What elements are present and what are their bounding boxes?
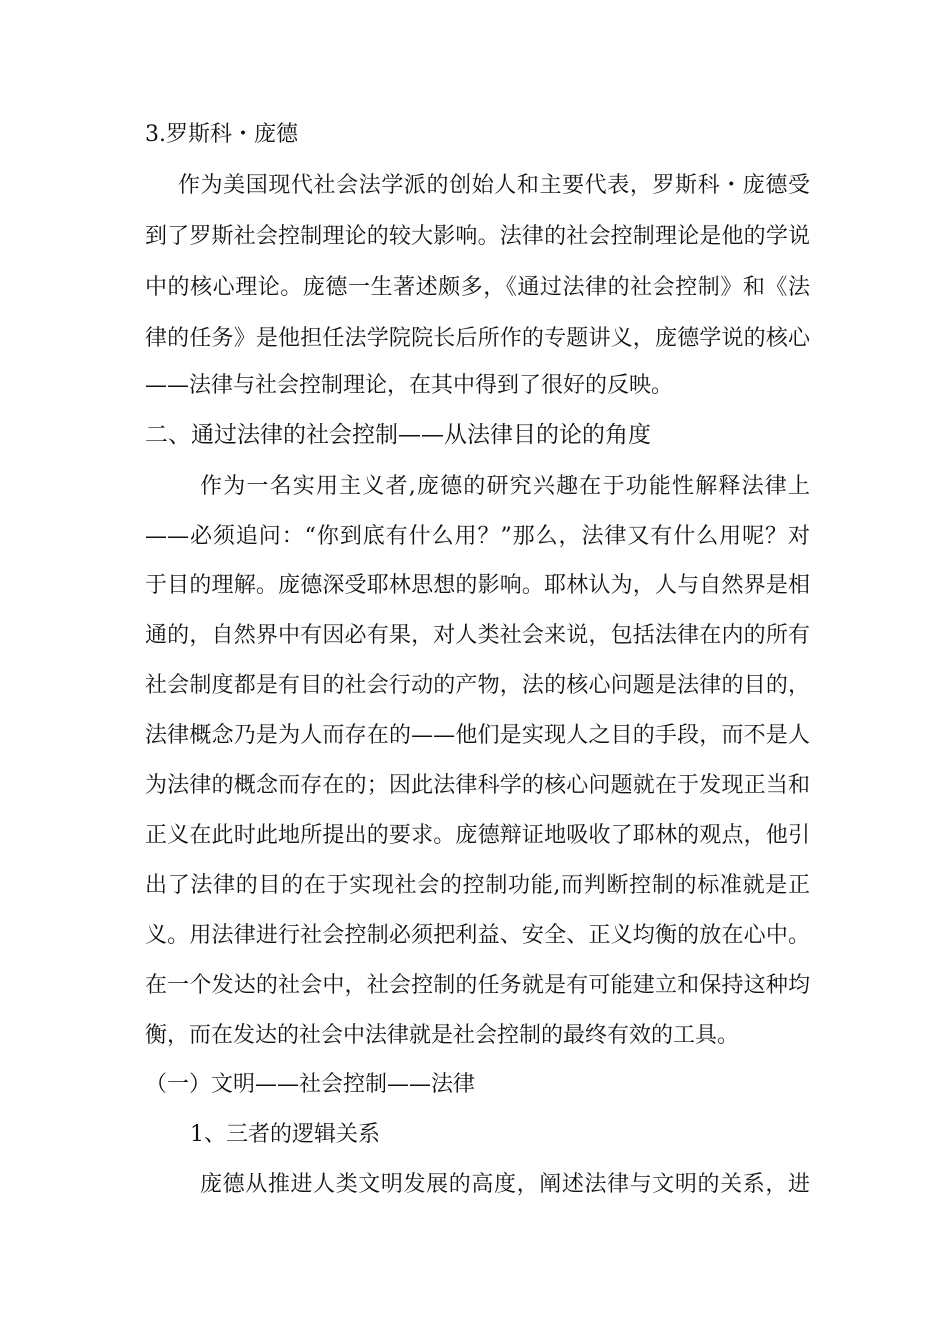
paragraph-line: ——必须追问：“你到底有什么用？”那么，法律又有什么用呢？对 bbox=[145, 524, 810, 549]
paragraph-line: 作为一名实用主义者,庞德的研究兴趣在于功能性解释法律上 bbox=[200, 474, 810, 499]
paragraph-line: 庞德从推进人类文明发展的高度，阐述法律与文明的关系，进 bbox=[200, 1172, 810, 1197]
paragraph-line: 作为美国现代社会法学派的创始人和主要代表，罗斯科・庞德受 bbox=[178, 173, 810, 198]
paragraph-line: 社会制度都是有目的社会行动的产物，法的核心问题是法律的目的， bbox=[145, 673, 810, 698]
chapter-heading: 二、通过法律的社会控制——从法律目的论的角度 bbox=[145, 422, 651, 448]
subsection-heading: （一）文明——社会控制——法律 bbox=[145, 1072, 476, 1097]
paragraph-line: 正义在此时此地所提出的要求。庞德辩证地吸收了耶林的观点，他引 bbox=[145, 823, 810, 848]
paragraph-line: 中的核心理论。庞德一生著述颇多，《通过法律的社会控制》和《法 bbox=[145, 275, 810, 300]
paragraph-line: ——法律与社会控制理论，在其中得到了很好的反映。 bbox=[145, 373, 674, 398]
paragraph-line: 通的，自然界中有因必有果，对人类社会来说，包括法律在内的所有 bbox=[145, 623, 810, 648]
paragraph-line: 法律概念乃是为人而存在的——他们是实现人之目的手段，而不是人 bbox=[145, 723, 810, 748]
paragraph-line: 义。用法律进行社会控制必须把利益、安全、正义均衡的放在心中。 bbox=[145, 923, 810, 948]
subsubsection-heading: 1、三者的逻辑关系 bbox=[190, 1122, 380, 1147]
paragraph-line: 出了法律的目的在于实现社会的控制功能,而判断控制的标准就是正 bbox=[145, 873, 810, 898]
paragraph-line: 在一个发达的社会中，社会控制的任务就是有可能建立和保持这种均 bbox=[145, 973, 810, 998]
paragraph-line: 于目的理解。庞德深受耶林思想的影响。耶林认为，人与自然界是相 bbox=[145, 573, 810, 598]
paragraph-line: 为法律的概念而存在的；因此法律科学的核心问题就在于发现正当和 bbox=[145, 773, 810, 798]
section-heading: 3.罗斯科・庞德 bbox=[145, 122, 298, 147]
paragraph-line: 到了罗斯社会控制理论的较大影响。法律的社会控制理论是他的学说 bbox=[145, 224, 810, 249]
paragraph-line: 衡，而在发达的社会中法律就是社会控制的最终有效的工具。 bbox=[145, 1023, 740, 1048]
paragraph-line: 律的任务》是他担任法学院院长后所作的专题讲义，庞德学说的核心 bbox=[145, 326, 810, 351]
